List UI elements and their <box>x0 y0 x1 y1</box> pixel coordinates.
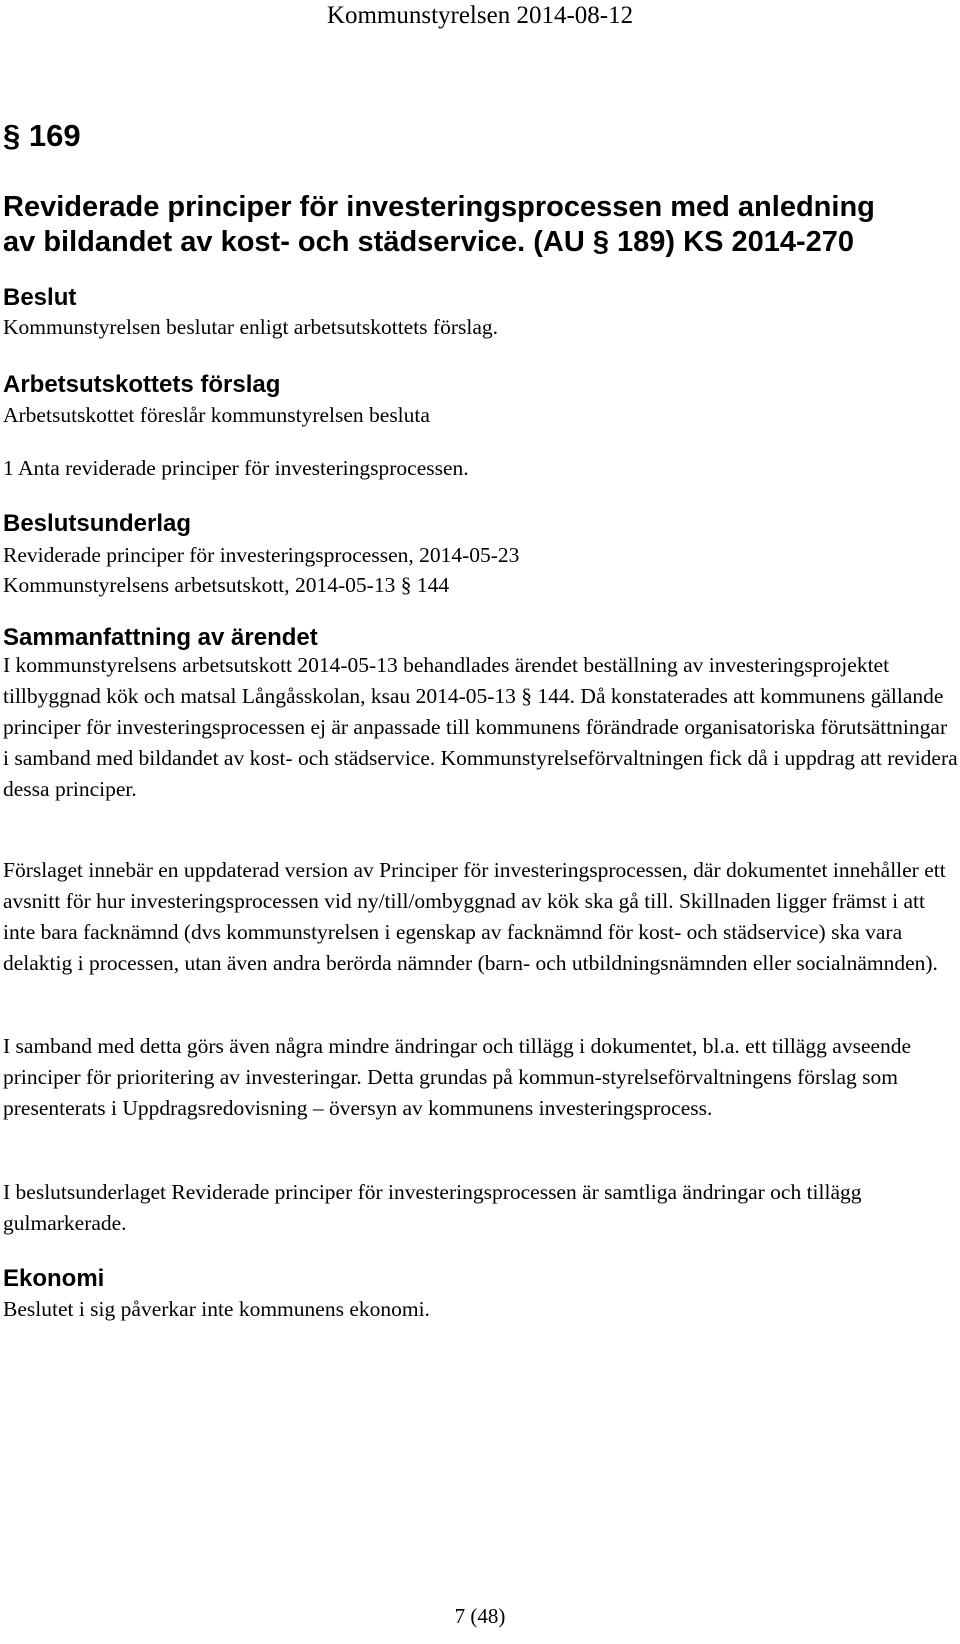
page-title <box>3 190 943 260</box>
title-line-1: Reviderade principer för investeringsprocessen med anledning <box>3 191 875 223</box>
beslutsunderlag-item-1: Reviderade principer för investeringsprocessen, 2014-05-23 <box>3 543 520 567</box>
au-forslag-text: Arbetsutskottet föreslår kommunstyrelsen besluta <box>3 403 430 427</box>
beslutsunderlag-item-2: Kommunstyrelsens arbetsutskott, 2014-05-13 § 144 <box>3 573 450 597</box>
section-heading-beslut: Beslut <box>3 284 77 311</box>
running-header: Kommunstyrelsen 2014-08-12 <box>326 2 634 29</box>
section-heading-au-forslag: Arbetsutskottets förslag <box>3 371 281 398</box>
beslut-text: Kommunstyrelsen beslutar enligt arbetsutskottets förslag. <box>3 315 499 339</box>
page-number: 7 (48) <box>454 1604 506 1628</box>
ekonomi-text: Beslutet i sig påverkar inte kommunens ekonomi. <box>3 1297 430 1321</box>
title-line-2: av bildandet av kost- och städservice. (AU § 189) KS 2014-270 <box>3 226 855 258</box>
sammanfattning-paragraph-2: Förslaget innebär en uppdaterad version av Principer för investeringsprocessen, där dokumentet innehåller ett avsnitt för hur investeringsprocessen vid ny/till/ombyggnad av kök ska gå till. Skillnaden ligger främst i att inte bara facknämnd (dvs kommunstyrelsen i egenskap av facknämnd för kost- och städservice) ska vara delaktig i processen, utan även andra berörda nämnder (barn- och utbildningsnämnden eller socialnämnden). <box>3 858 946 975</box>
section-heading-sammanfattning: Sammanfattning av ärendet <box>3 624 318 651</box>
sammanfattning-paragraph-4: I beslutsunderlaget Reviderade principer för investeringsprocessen är samtliga ändringar och tillägg gulmarkerade. <box>3 1180 862 1235</box>
au-forslag-item-1: 1 Anta reviderade principer för investeringsprocessen. <box>3 456 469 480</box>
section-heading-ekonomi: Ekonomi <box>3 1265 105 1292</box>
section-heading-beslutsunderlag: Beslutsunderlag <box>3 510 192 537</box>
sammanfattning-paragraph-3: I samband med detta görs även några mindre ändringar och tillägg i dokumentet, bl.a. ett tillägg avseende principer för prioritering av investeringar. Detta grundas på kommun-styrelseförvaltningens förslag som presenterats i Uppdragsredovisning – översyn av kommunens investeringsprocess. <box>3 1034 912 1120</box>
sammanfattning-paragraph-1: I kommunstyrelsens arbetsutskott 2014-05-13 behandlades ärendet beställning av investeringsprojektet tillbyggnad kök och matsal Långåsskolan, ksau 2014-05-13 § 144. Då konstaterades att kommunens gällande principer för investeringsprocessen ej är anpassade till kommunens förändrade organisatoriska förutsättningar i samband med bildandet av kost- och städservice. Kommunstyrelseförvaltningen fick då i uppdrag att revidera dessa principer. <box>3 653 958 801</box>
paragraph-number: § 169 <box>3 118 81 153</box>
